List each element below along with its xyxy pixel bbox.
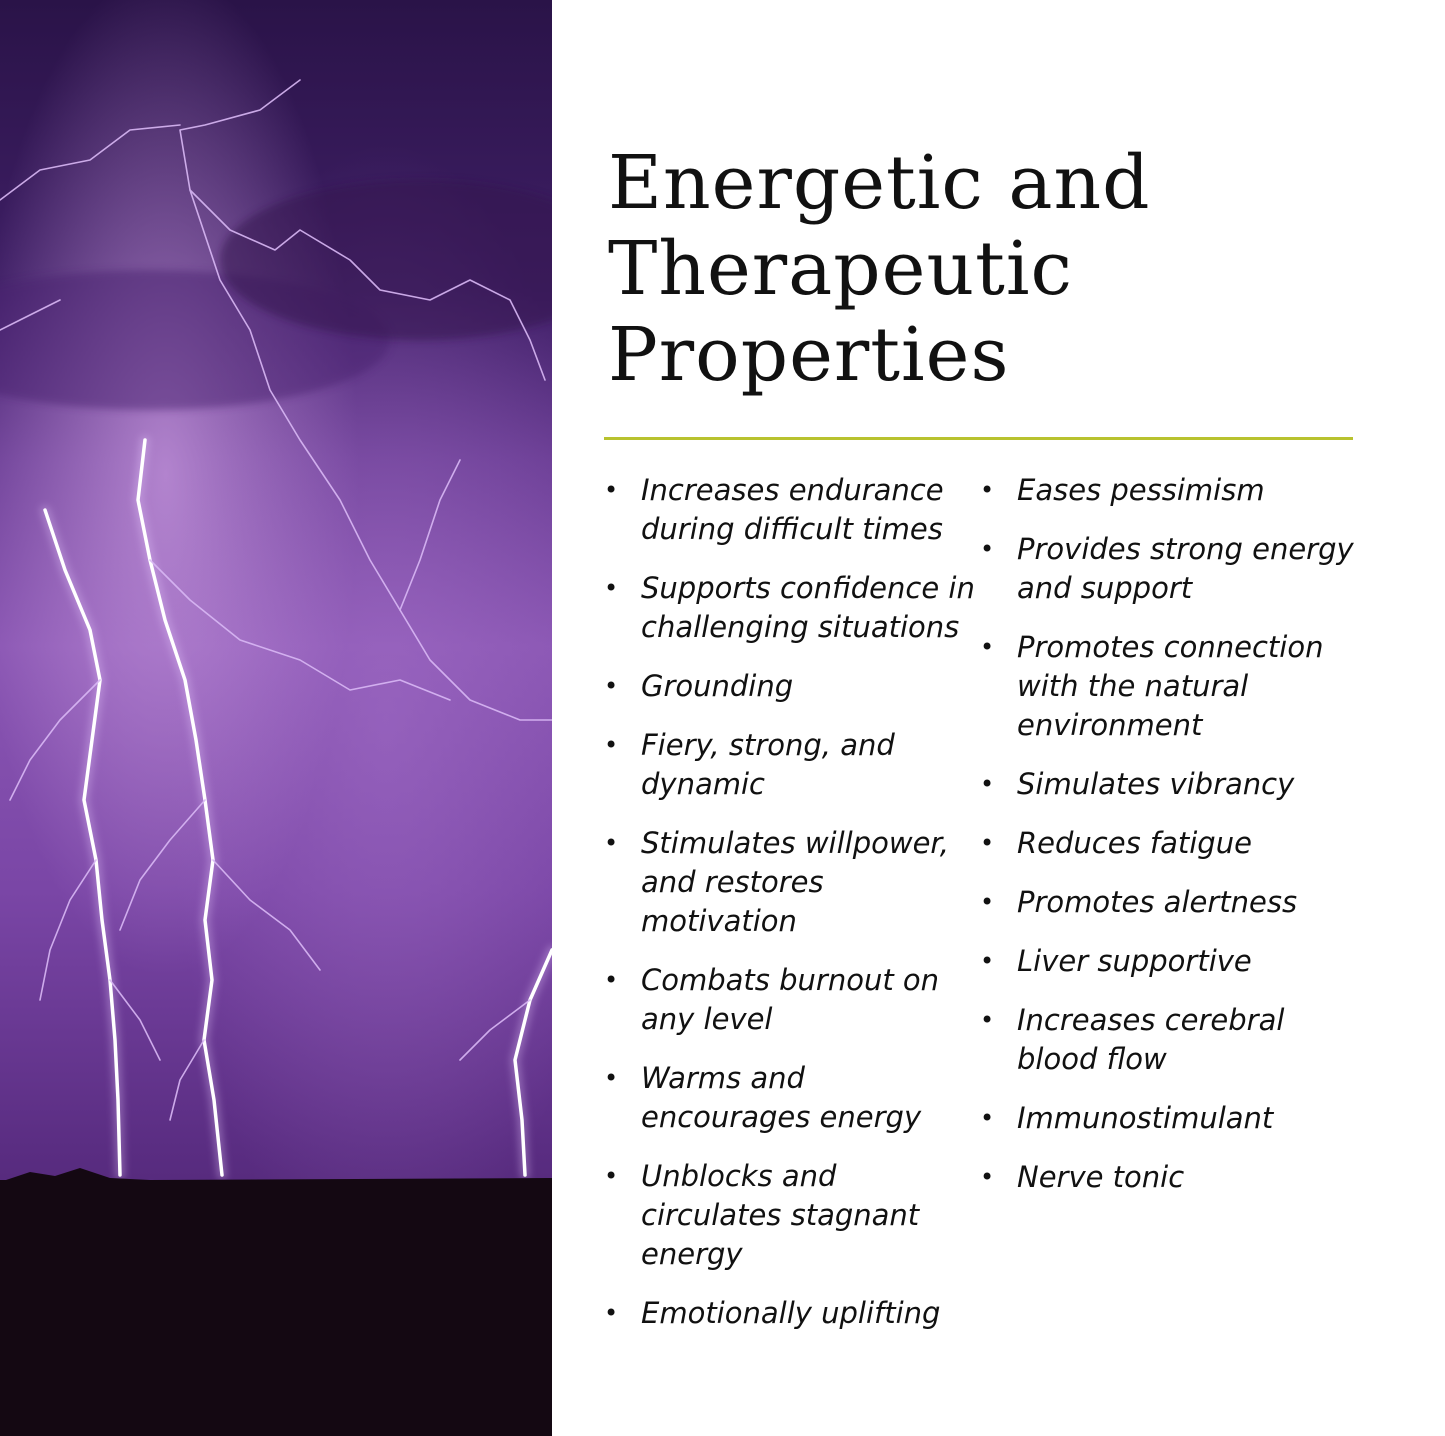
list-item-line: • Increases endurance xyxy=(641,473,944,507)
list-item-line: energy xyxy=(641,1237,743,1271)
slide-title xyxy=(608,140,1368,398)
list-item xyxy=(604,1059,980,1137)
list-item xyxy=(980,628,1364,745)
list-item-line: circulates stagnant xyxy=(641,1198,920,1232)
content-panel xyxy=(552,0,1445,1436)
list-item-line: • Promotes alertness xyxy=(1017,885,1298,919)
list-item-line: • Unblocks and xyxy=(641,1159,837,1193)
list-item xyxy=(980,1158,1364,1197)
list-item-line: • Supports confidence in xyxy=(641,571,975,605)
list-item xyxy=(980,765,1364,804)
list-item-line: • Increases cerebral xyxy=(1017,1003,1285,1037)
title-line: Therapeutic xyxy=(608,226,1073,312)
list-item xyxy=(980,942,1364,981)
list-item-line: • Stimulates willpower, xyxy=(641,826,949,860)
list-item-line: • Simulates vibrancy xyxy=(1017,767,1295,801)
right-property-list xyxy=(980,471,1364,1353)
list-item-line: • Fiery, strong, and xyxy=(641,728,895,762)
list-item-line: any level xyxy=(641,1002,773,1036)
ground-silhouette xyxy=(0,1180,552,1436)
list-item xyxy=(980,1099,1364,1138)
list-item-line: • Warms and xyxy=(641,1061,805,1095)
list-item-line: • Liver supportive xyxy=(1017,944,1252,978)
list-item-line: • Nerve tonic xyxy=(1017,1160,1185,1194)
title-line: Properties xyxy=(608,312,1010,398)
list-item-line: dynamic xyxy=(641,767,765,801)
lightning-storm-photo xyxy=(0,0,552,1436)
list-item-line: challenging situations xyxy=(641,610,960,644)
list-item-line: and restores xyxy=(641,865,824,899)
list-item xyxy=(604,1157,980,1274)
list-item-line: • Eases pessimism xyxy=(1017,473,1265,507)
list-item-line: environment xyxy=(1017,708,1203,742)
properties-columns xyxy=(604,471,1364,1353)
list-item-line: • Provides strong energy xyxy=(1017,532,1354,566)
list-item-line: encourages energy xyxy=(641,1100,922,1134)
list-item-line: blood flow xyxy=(1017,1042,1167,1076)
list-item-line: during difficult times xyxy=(641,512,943,546)
list-item xyxy=(604,667,980,706)
list-item xyxy=(980,530,1364,608)
list-item-line: with the natural xyxy=(1017,669,1249,703)
list-item-line: motivation xyxy=(641,904,797,938)
list-item xyxy=(604,569,980,647)
list-item xyxy=(604,824,980,941)
list-item-line: • Immunostimulant xyxy=(1017,1101,1274,1135)
list-item xyxy=(980,1001,1364,1079)
list-item xyxy=(980,471,1364,510)
list-item xyxy=(604,961,980,1039)
list-item-line: • Grounding xyxy=(641,669,794,703)
list-item xyxy=(604,471,980,549)
left-property-list xyxy=(604,471,980,1353)
title-divider xyxy=(604,437,1353,440)
title-line: Energetic and xyxy=(608,140,1151,226)
list-item xyxy=(604,1294,980,1333)
lightning-image xyxy=(0,0,552,1436)
list-item-line: • Promotes connection xyxy=(1017,630,1324,664)
list-item-line: • Emotionally uplifting xyxy=(641,1296,941,1330)
list-item-line: • Combats burnout on xyxy=(641,963,940,997)
list-item xyxy=(604,726,980,804)
list-item-line: • Reduces fatigue xyxy=(1017,826,1252,860)
list-item xyxy=(980,824,1364,863)
list-item xyxy=(980,883,1364,922)
list-item-line: and support xyxy=(1017,571,1193,605)
